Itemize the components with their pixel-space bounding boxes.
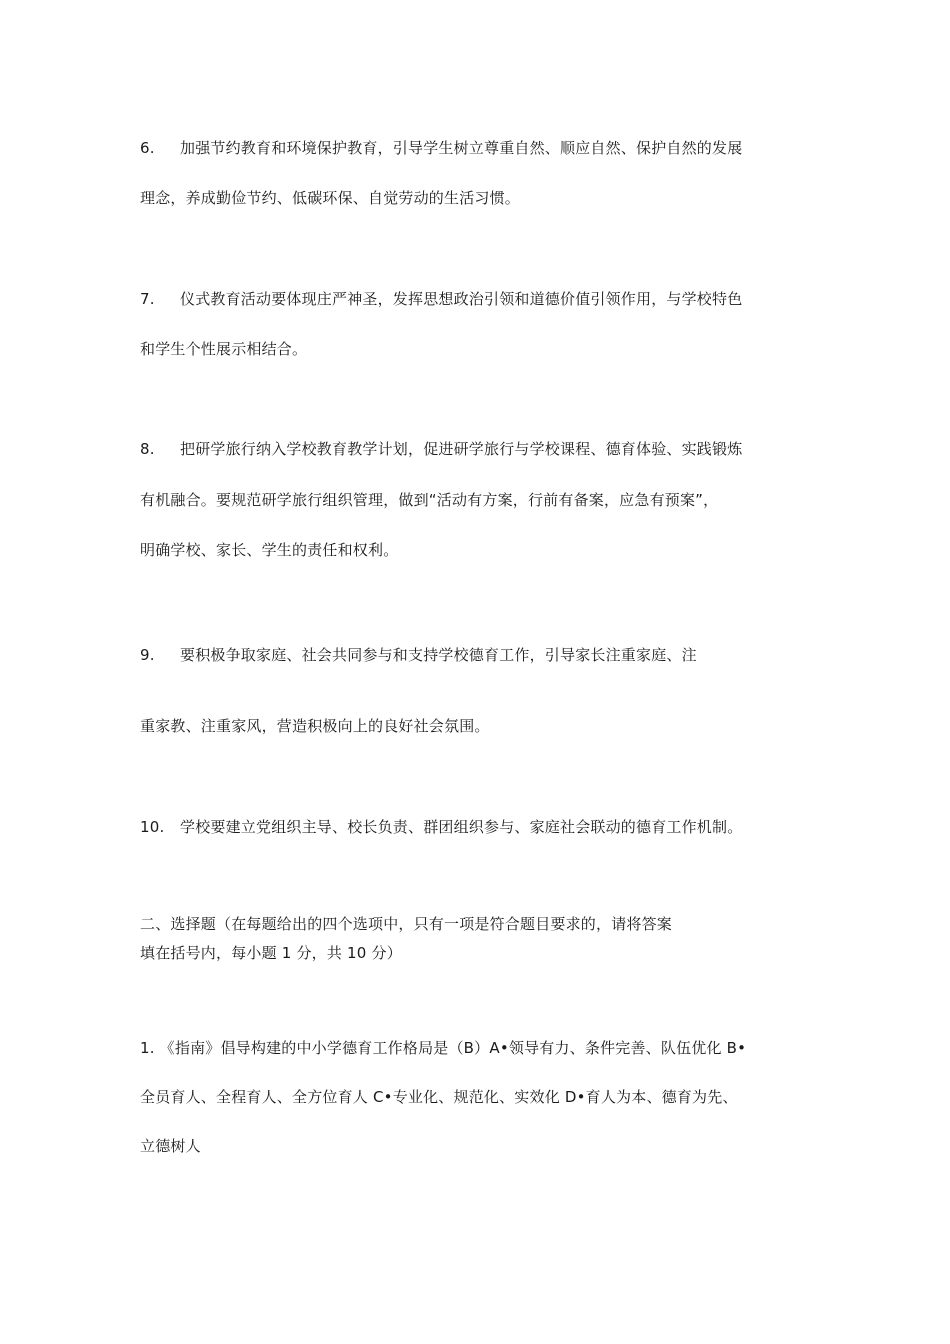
item-6-line-2: 理念，养成勤俭节约、低碳环保、自觉劳动的生活习惯。 xyxy=(140,189,521,207)
item-8-line-1 xyxy=(140,439,742,459)
item-10-text-1: 学校要建立党组织主导、校长负责、群团组织参与、家庭社会联动的德育工作机制。 xyxy=(180,818,743,836)
section-2-heading-line-1: 二、选择题（在每题给出的四个选项中，只有一项是符合题目要求的，请将答案 xyxy=(140,915,673,933)
item-10-number: 10. xyxy=(140,818,165,836)
item-6-text-1: 加强节约教育和环境保护教育，引导学生树立尊重自然、顺应自然、保护自然的发展 xyxy=(180,139,743,157)
item-9-line-2: 重家教、注重家风，营造积极向上的良好社会氛围。 xyxy=(140,717,490,735)
item-7-line-2: 和学生个性展示相结合。 xyxy=(140,340,308,358)
section-2-heading-line-2: 填在括号内，每小题 1 分，共 10 分） xyxy=(140,944,402,962)
item-6-number: 6. xyxy=(140,139,155,157)
item-7-text-1: 仪式教育活动要体现庄严神圣，发挥思想政治引领和道德价值引领作用，与学校特色 xyxy=(180,290,743,308)
question-1-line-2: 全员育人、全程育人、全方位育人 C•专业化、规范化、实效化 D•育人为本、德育为先、 xyxy=(140,1088,738,1106)
item-9-text-1: 要积极争取家庭、社会共同参与和支持学校德育工作，引导家长注重家庭、注 xyxy=(180,646,697,664)
item-9-number: 9. xyxy=(140,646,155,664)
item-8-text-1: 把研学旅行纳入学校教育教学计划，促进研学旅行与学校课程、德育体验、实践锻炼 xyxy=(180,440,743,458)
item-7-line-1 xyxy=(140,289,742,309)
item-8-line-2: 有机融合。要规范研学旅行组织管理，做到“活动有方案，行前有备案，应急有预案”， xyxy=(140,491,719,509)
item-8-number: 8. xyxy=(140,440,155,458)
question-1-line-3: 立德树人 xyxy=(140,1137,201,1155)
item-10-line-1 xyxy=(140,817,742,837)
question-1-line-1: 1. 《指南》倡导构建的中小学德育工作格局是（B）A•领导有力、条件完善、队伍优化 B• xyxy=(140,1039,747,1057)
item-7-number: 7. xyxy=(140,290,155,308)
item-6-line-1 xyxy=(140,138,742,158)
item-8-line-3: 明确学校、家长、学生的责任和权利。 xyxy=(140,541,399,559)
item-9-line-1 xyxy=(140,645,697,665)
